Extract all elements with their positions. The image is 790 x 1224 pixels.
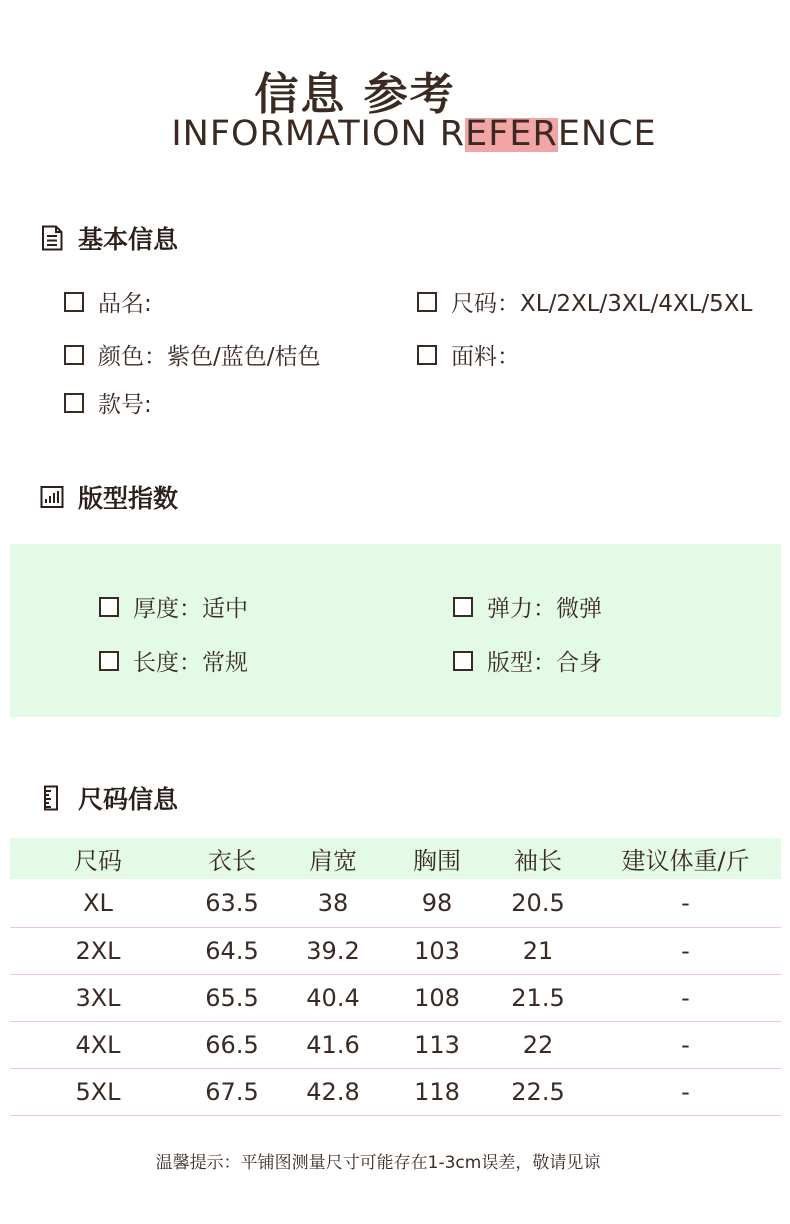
- table-cell: 98: [388, 879, 486, 928]
- field-style-no-label: 款号:: [98, 392, 152, 418]
- field-fabric-label: 面料：: [451, 344, 520, 370]
- checkbox[interactable]: [64, 345, 84, 365]
- field-thickness-label: 厚度：适中: [133, 596, 248, 622]
- table-cell: 108: [388, 975, 486, 1022]
- col-header-size: 尺码: [74, 847, 122, 875]
- table-cell: 118: [388, 1069, 486, 1116]
- table-cell: 67.5: [186, 1069, 278, 1116]
- table-cell: 64.5: [186, 928, 278, 975]
- table-cell: 20.5: [486, 879, 590, 928]
- col-header-weight: 建议体重/斤: [621, 847, 750, 875]
- measurement-tip: 温馨提示：平铺图测量尺寸可能存在1-3cm误差，敬请见谅: [155, 1153, 601, 1173]
- col-header-shoulder: 肩宽: [309, 847, 357, 875]
- size-info-heading-label: 尺码信息: [78, 785, 179, 814]
- document-icon: [40, 225, 64, 251]
- table-cell: 66.5: [186, 1022, 278, 1069]
- table-cell: 3XL: [10, 975, 186, 1022]
- field-product-name-label: 品名:: [98, 291, 152, 317]
- table-row: [10, 879, 781, 928]
- table-cell: -: [590, 928, 781, 975]
- table-cell: 5XL: [10, 1069, 186, 1116]
- checkbox[interactable]: [99, 651, 119, 671]
- table-cell: -: [590, 879, 781, 928]
- table-cell: 40.4: [278, 975, 388, 1022]
- table-row: [10, 928, 781, 975]
- table-cell: 2XL: [10, 928, 186, 975]
- table-cell: 113: [388, 1022, 486, 1069]
- table-cell: 21: [486, 928, 590, 975]
- field-style-no: [64, 386, 152, 419]
- header: [0, 0, 790, 170]
- field-product-name: [64, 285, 152, 318]
- field-length-label: 长度：常规: [133, 650, 248, 676]
- col-header-sleeve: 袖长: [514, 847, 562, 875]
- field-elasticity: [453, 590, 602, 623]
- checkbox[interactable]: [453, 651, 473, 671]
- table-cell: 65.5: [186, 975, 278, 1022]
- col-header-length: 衣长: [208, 847, 256, 875]
- ruler-icon: [40, 785, 64, 811]
- table-row: [10, 975, 781, 1022]
- table-header-row: [10, 838, 781, 879]
- fit-index-heading-label: 版型指数: [78, 484, 179, 513]
- table-cell: 103: [388, 928, 486, 975]
- field-color: [64, 338, 321, 371]
- field-fabric: [417, 338, 520, 371]
- field-size: [417, 285, 752, 318]
- table-cell: 63.5: [186, 879, 278, 928]
- table-cell: 41.6: [278, 1022, 388, 1069]
- table-cell: -: [590, 1022, 781, 1069]
- table-row: [10, 1069, 781, 1116]
- field-thickness: [99, 590, 248, 623]
- checkbox[interactable]: [453, 597, 473, 617]
- field-fit-label: 版型：合身: [487, 650, 602, 676]
- table-row: [10, 1022, 781, 1069]
- table-cell: 21.5: [486, 975, 590, 1022]
- page-subtitle: [0, 114, 790, 154]
- field-size-label: 尺码：XL/2XL/3XL/4XL/5XL: [451, 291, 753, 317]
- table-cell: -: [590, 1069, 781, 1116]
- fit-index-panel: [10, 544, 781, 717]
- table-cell: 39.2: [278, 928, 388, 975]
- checkbox[interactable]: [99, 597, 119, 617]
- col-header-chest: 胸围: [413, 847, 461, 875]
- field-elasticity-label: 弹力：微弹: [487, 596, 602, 622]
- page-title: 信息 参考: [254, 69, 456, 120]
- table-cell: -: [590, 975, 781, 1022]
- checkbox[interactable]: [64, 292, 84, 312]
- checkbox[interactable]: [64, 393, 84, 413]
- table-cell: 22: [486, 1022, 590, 1069]
- fit-index-heading: [40, 479, 178, 515]
- table-cell: XL: [10, 879, 186, 928]
- checkbox[interactable]: [417, 292, 437, 312]
- field-fit: [453, 644, 602, 677]
- subtitle-part-1: INFORMATION R: [171, 114, 466, 154]
- size-info-heading: [40, 780, 178, 816]
- basic-info-heading: [40, 220, 178, 256]
- basic-info-heading-label: 基本信息: [78, 225, 179, 254]
- field-color-label: 颜色：紫色/蓝色/桔色: [98, 344, 321, 370]
- subtitle-highlight: EFER: [465, 114, 558, 154]
- bar-chart-icon: [40, 484, 64, 510]
- table-cell: 38: [278, 879, 388, 928]
- size-table: [10, 838, 781, 1116]
- subtitle-part-2: ENCE: [557, 114, 657, 154]
- field-length: [99, 644, 248, 677]
- table-cell: 4XL: [10, 1022, 186, 1069]
- checkbox[interactable]: [417, 345, 437, 365]
- table-cell: 22.5: [486, 1069, 590, 1116]
- table-cell: 42.8: [278, 1069, 388, 1116]
